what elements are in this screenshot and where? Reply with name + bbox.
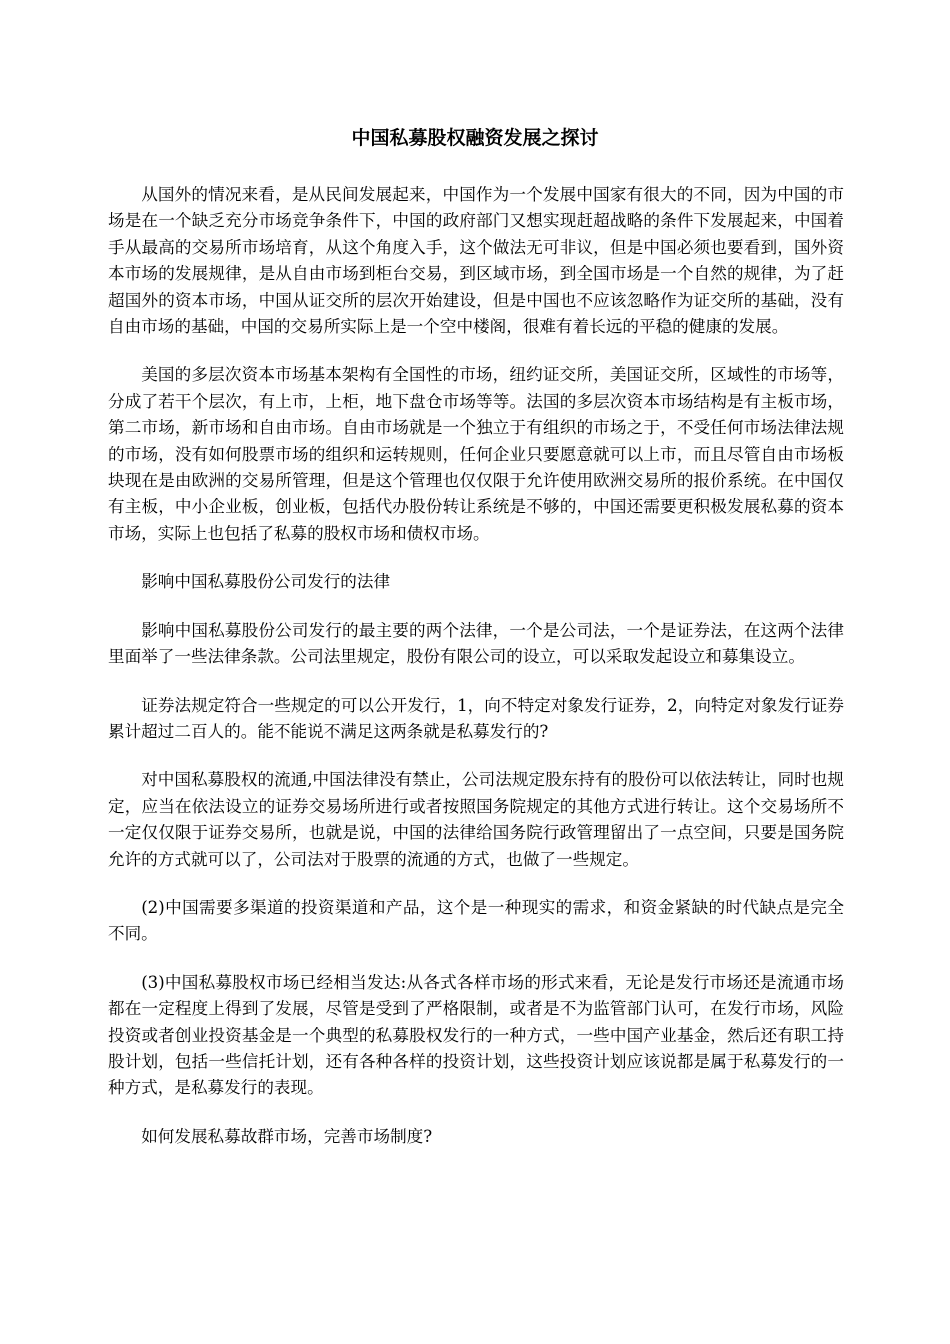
section-heading: 如何发展私募故群市场，完善市场制度? xyxy=(141,1126,433,1146)
paragraph: 证券法规定符合一些规定的可以公开发行，1，向不特定对象发行证券，2，向特定对象发行证券累计超过二百人的。能不能说不满足这两条就是私募发行的? xyxy=(108,695,844,741)
paragraph: 从国外的情况来看，是从民间发展起来，中国作为一个发展中国家有很大的不同，因为中国的市场是在一个缺乏充分市场竞争条件下，中国的政府部门又想实现赶超战略的条件下发展起来，中国着手从最高的交易所市场培育，从这个角度入手，这个做法无可非议，但是中国必须也要看到，国外资本市场的发展规律，是从自由市场到柜台交易，到区域市场，到全国市场是一个自然的规律，为了赶超国外的资本市场，中国从证交所的层次开始建设，但是中国也不应该忽略作为证交所的基础，没有自由市场的基础，中国的交易所实际上是一个空中楼阁，很难有着长远的平稳的健康的发展。 xyxy=(108,185,844,337)
paragraph: 美国的多层次资本市场基本架构有全国性的市场，纽约证交所，美国证交所，区域性的市场等，分成了若干个层次，有上市，上柜，地下盘仓市场等等。法国的多层次资本市场结构是有主板市场，第二市场，新市场和自由市场。自由市场就是一个独立于有组织的市场之于，不受任何市场法律法规的市场，没有如何股票市场的组织和运转规则，任何企业只要愿意就可以上市，而且尽管自由市场板块现在是由欧洲的交易所管理，但是这个管理也仅仅限于允许使用欧洲交易所的报价系统。在中国仅有主板，中小企业板，创业板，包括代办股份转让系统是不够的，中国还需要更积极发展私募的资本市场，实际上也包括了私募的股权市场和债权市场。 xyxy=(108,365,844,543)
section-heading: 影响中国私募股份公司发行的法律 xyxy=(141,572,391,592)
paragraph: 影响中国私募股份公司发行的最主要的两个法律，一个是公司法，一个是证券法，在这两个法律里面举了一些法律条款。公司法里规定，股份有限公司的设立，可以采取发起设立和募集设立。 xyxy=(108,620,844,667)
paragraph: (3)中国私募股权市场已经相当发达:从各式各样市场的形式来看，无论是发行市场还是流通市场都在一定程度上得到了发展，尽管是受到了严格限制，或者是不为监管部门认可，在发行市场，风险投资或者创业投资基金是一个典型的私募股权发行的一种方式，一些中国产业基金，然后还有职工持股计划，包括一些信托计划，还有各种各样的投资计划，这些投资计划应该说都是属于私募发行的一种方式，是私募发行的表现。 xyxy=(108,972,844,1098)
paragraph: (2)中国需要多渠道的投资渠道和产品，这个是一种现实的需求，和资金紧缺的时代缺点是完全不同。 xyxy=(108,897,844,944)
paragraph: 对中国私募股权的流通,中国法律没有禁止，公司法规定股东持有的股份可以依法转让，同时也规定，应当在依法设立的证券交易场所进行或者按照国务院规定的其他方式进行转让。这个交易场所不一定仅仅限于证券交易所，也就是说，中国的法律给国务院行政管理留出了一点空间，只要是国务院允许的方式就可以了，公司法对于股票的流通的方式，也做了一些规定。 xyxy=(108,770,844,869)
document-title: 中国私募股权融资发展之探讨 xyxy=(351,127,599,149)
document-body xyxy=(108,182,844,1172)
